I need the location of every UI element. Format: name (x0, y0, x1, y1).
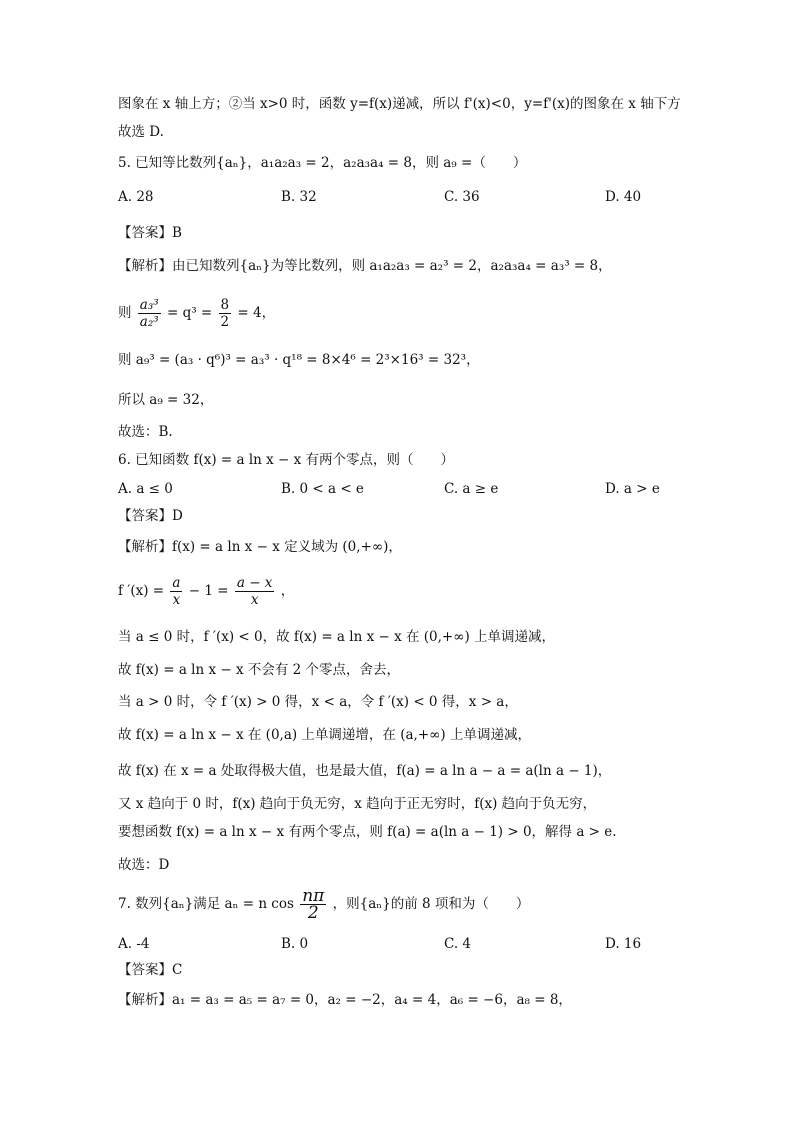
explanation-line: 当 a > 0 时，令 f ′(x) > 0 得，x < a，令 f ′(x) < 0 得，x > a， (118, 694, 518, 710)
fraction (235, 575, 275, 608)
explanation-line: 则 a₉³ = (a₃ · q⁶)³ = a₃³ · q¹⁸ = 8×4⁶ = 2³×16³ = 32³， (118, 352, 480, 368)
question-6-options (118, 479, 758, 499)
question-6: 6. 已知函数 f(x) = a ln x − x 有两个零点，则（ ） (118, 452, 455, 468)
explanation-line: 故 f(x) 在 x = a 处取得极大值，也是最大值，f(a) = a ln a − a = a(ln a − 1)， (118, 763, 612, 779)
option-c: C. a ≥ e (444, 481, 499, 497)
option-c: C. 4 (444, 936, 472, 952)
fraction-denominator: x (250, 592, 259, 608)
fraction (219, 297, 232, 330)
fraction (138, 297, 161, 330)
fraction-denominator: 2 (307, 903, 319, 923)
question-5: 5. 已知等比数列{aₙ}，a₁a₂a₃ = 2，a₂a₃a₄ = 8，则 a₉ =（ ） (118, 155, 527, 171)
fraction (170, 575, 182, 608)
explanation-line: 所以 a₉ = 32， (118, 392, 214, 408)
text-line: 图象在 x 轴上方；②当 x>0 时，函数 y=f(x)递减，所以 f'(x)<0，y=f'(x)的图象在 x 轴下方 (118, 96, 681, 112)
text-fragment: ， (280, 583, 295, 599)
answer-6: 【答案】D (118, 508, 183, 524)
question-7-options (118, 934, 758, 954)
option-a: A. a ≤ 0 (118, 481, 173, 497)
text-fragment: 7. 数列{aₙ}满足 aₙ = n cos (118, 896, 294, 912)
option-c: C. 36 (444, 189, 480, 205)
fraction-denominator: x (172, 592, 181, 608)
explanation-line: 故选：D (118, 857, 170, 873)
question-5-options (118, 187, 758, 207)
option-b: B. 0 < a < e (281, 481, 364, 497)
option-d: D. 40 (605, 189, 642, 205)
fraction-numerator: a − x (236, 575, 273, 591)
text-fragment: ，则{aₙ}的前 8 项和为（ ） (332, 896, 530, 912)
explanation-line (118, 574, 754, 608)
explanation-line (118, 296, 754, 330)
text-fragment: = 4， (237, 305, 276, 321)
fraction-numerator: nπ (302, 886, 325, 906)
explanation-line: 又 x 趋向于 0 时，f(x) 趋向于负无穷，x 趋向于正无穷时，f(x) 趋向于负无穷， (118, 796, 597, 812)
fraction-denominator: a₂³ (139, 314, 159, 330)
explanation-line: 【解析】f(x) = a ln x − x 定义域为 (0,+∞)， (118, 539, 402, 555)
text-fragment: f ′(x) = (118, 583, 165, 599)
explanation-line: 故选：B. (118, 424, 173, 440)
fraction-numerator: 8 (220, 297, 230, 313)
explanation-line: 故 f(x) = a ln x − x 不会有 2 个零点，舍去， (118, 662, 401, 678)
fraction (300, 888, 326, 921)
question-7 (118, 886, 754, 922)
explanation-line: 当 a ≤ 0 时，f ′(x) < 0，故 f(x) = a ln x − x 在 (0,+∞) 上单调递减， (118, 629, 556, 645)
answer-5: 【答案】B (118, 225, 182, 241)
fraction-numerator: a (172, 575, 181, 591)
text-fragment: = q³ = (166, 305, 213, 321)
text-fragment: − 1 = (188, 583, 229, 599)
answer-7: 【答案】C (118, 962, 183, 978)
option-d: D. 16 (605, 936, 642, 952)
fraction-denominator: 2 (220, 314, 230, 330)
explanation-line: 故 f(x) = a ln x − x 在 (0,a) 上单调递增，在 (a,+∞) 上单调递减， (118, 727, 531, 743)
option-a: A. -4 (118, 936, 150, 952)
fraction-numerator: a₃³ (139, 297, 159, 313)
option-b: B. 0 (281, 936, 309, 952)
explanation-line: 【解析】a₁ = a₃ = a₅ = a₇ = 0，a₂ = −2，a₄ = 4，a₆ = −6，a₈ = 8， (118, 992, 572, 1008)
explanation-line: 【解析】由已知数列{aₙ}为等比数列，则 a₁a₂a₃ = a₂³ = 2，a₂a₃a₄ = a₃³ = 8， (118, 258, 612, 274)
option-b: B. 32 (281, 189, 317, 205)
explanation-line: 要想函数 f(x) = a ln x − x 有两个零点，则 f(a) = a(ln a − 1) > 0，解得 a > e. (118, 824, 617, 840)
option-d: D. a > e (605, 481, 660, 497)
option-a: A. 28 (118, 189, 154, 205)
text-line: 故选 D. (118, 124, 164, 140)
text-fragment: 则 (118, 305, 132, 321)
